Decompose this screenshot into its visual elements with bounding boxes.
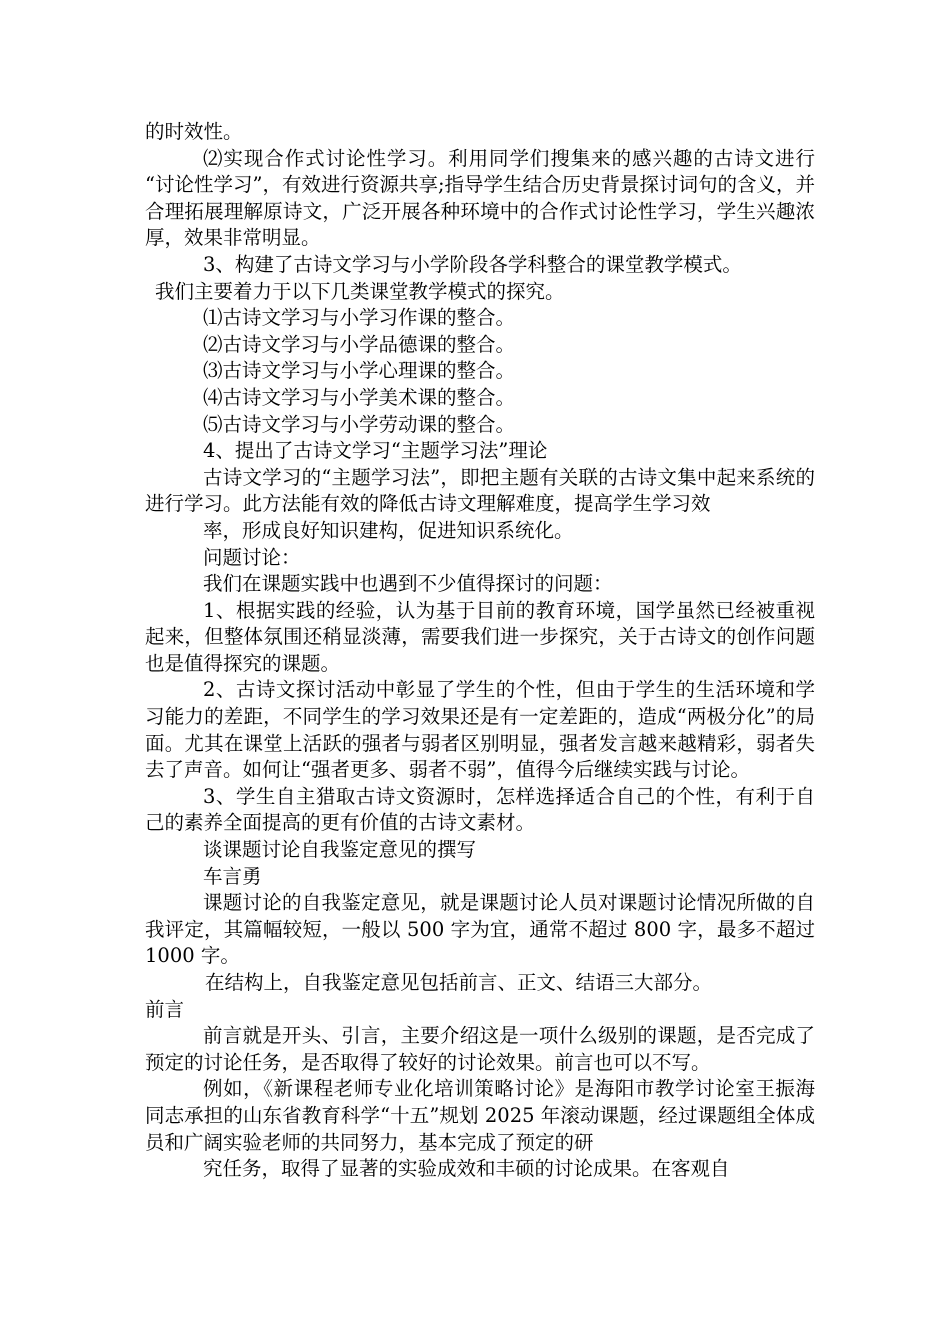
paragraph-p17: 3、学生自主猎取古诗文资源时，怎样选择适合自己的个性，有利于自己的素养全面提高的更有价值的古诗文素材。: [145, 784, 815, 835]
paragraph-p15: 1、根据实践的经验，认为基于目前的教育环境，国学虽然已经被重视起来，但整体氛围还稍显淡薄，需要我们进一步探究，关于古诗文的创作问题也是值得探究的课题。: [145, 598, 815, 675]
paragraph-p18: 谈课题讨论自我鉴定意见的撰写: [203, 838, 477, 862]
paragraph-p01: 的时效性。: [145, 120, 243, 143]
paragraph-p23: 前言就是开头、引言，主要介绍这是一项什么级别的课题，是否完成了预定的讨论任务，是否取得了较好的讨论效果。前言也可以不写。: [145, 1024, 815, 1074]
paragraph-p25: 究任务，取得了显著的实验成效和丰硕的讨论成果。在客观自: [203, 1157, 730, 1181]
paragraph-p02: ⑵实现合作式讨论性学习。利用同学们搜集来的感兴趣的古诗文进行 “讨论性学习”，有效进行资源共享;指导学生结合历史背景探讨词句的含义，并合理拓展理解原诗文，广泛开展各种环境中的合作式讨论性学习，学生兴趣浓厚，效果非常明显。: [145, 146, 828, 250]
paragraph-p09: ⑸古诗文学习与小学劳动课的整合。: [203, 412, 516, 436]
paragraph-p11: 古诗文学习的“主题学习法”，即把主题有关联的古诗文集中起来系统的进行学习。此方法能有效的降低古诗文理解难度，提高学生学习效: [145, 465, 815, 516]
paragraph-p14: 我们在课题实践中也遇到不少值得探讨的问题：: [203, 572, 613, 596]
paragraph-p21: 在结构上，自我鉴定意见包括前言、正文、结语三大部分。: [205, 971, 713, 994]
paragraph-p10: 4、提出了古诗文学习“主题学习法”理论: [203, 439, 548, 463]
paragraph-p06: ⑵古诗文学习与小学品德课的整合。: [203, 332, 516, 356]
document-body: [145, 119, 828, 1183]
paragraph-p16: 2、古诗文探讨活动中彰显了学生的个性，但由于学生的生活环境和学习能力的差距，不同学生的学习效果还是有一定差距的，造成“两极分化”的局面。尤其在课堂上活跃的强者与弱者区别明显，强者发言越来越精彩，弱者失去了声音。如何让“强者更多、弱者不弱”，值得今后继续实践与讨论。: [145, 678, 815, 782]
paragraph-p13: 问题讨论：: [203, 545, 301, 569]
paragraph-p08: ⑷古诗文学习与小学美术课的整合。: [203, 385, 516, 409]
paragraph-p24: 例如，《新课程老师专业化培训策略讨论》是海阳市教学讨论室王振海同志承担的山东省教育科学“十五”规划 2025 年滚动课题，经过课题组全体成员和广阔实验老师的共同努力，基本完成了预定的研: [145, 1077, 815, 1154]
paragraph-p22: 前言: [145, 997, 185, 1021]
paragraph-p04: 我们主要着力于以下几类课堂教学模式的探究。: [155, 279, 565, 303]
paragraph-p19: 车言勇: [203, 864, 262, 888]
paragraph-p03: 3、构建了古诗文学习与小学阶段各学科整合的课堂教学模式。: [203, 252, 742, 276]
paragraph-p12: 率，形成良好知识建构，促进知识系统化。: [203, 518, 574, 542]
paragraph-p20: 课题讨论的自我鉴定意见，就是课题讨论人员对课题讨论情况所做的自我评定，其篇幅较短，一般以 500 字为宜，通常不超过 800 字，最多不超过 1000 字。: [145, 891, 822, 968]
paragraph-p07: ⑶古诗文学习与小学心理课的整合。: [203, 359, 516, 383]
paragraph-p05: ⑴古诗文学习与小学习作课的整合。: [203, 306, 516, 330]
